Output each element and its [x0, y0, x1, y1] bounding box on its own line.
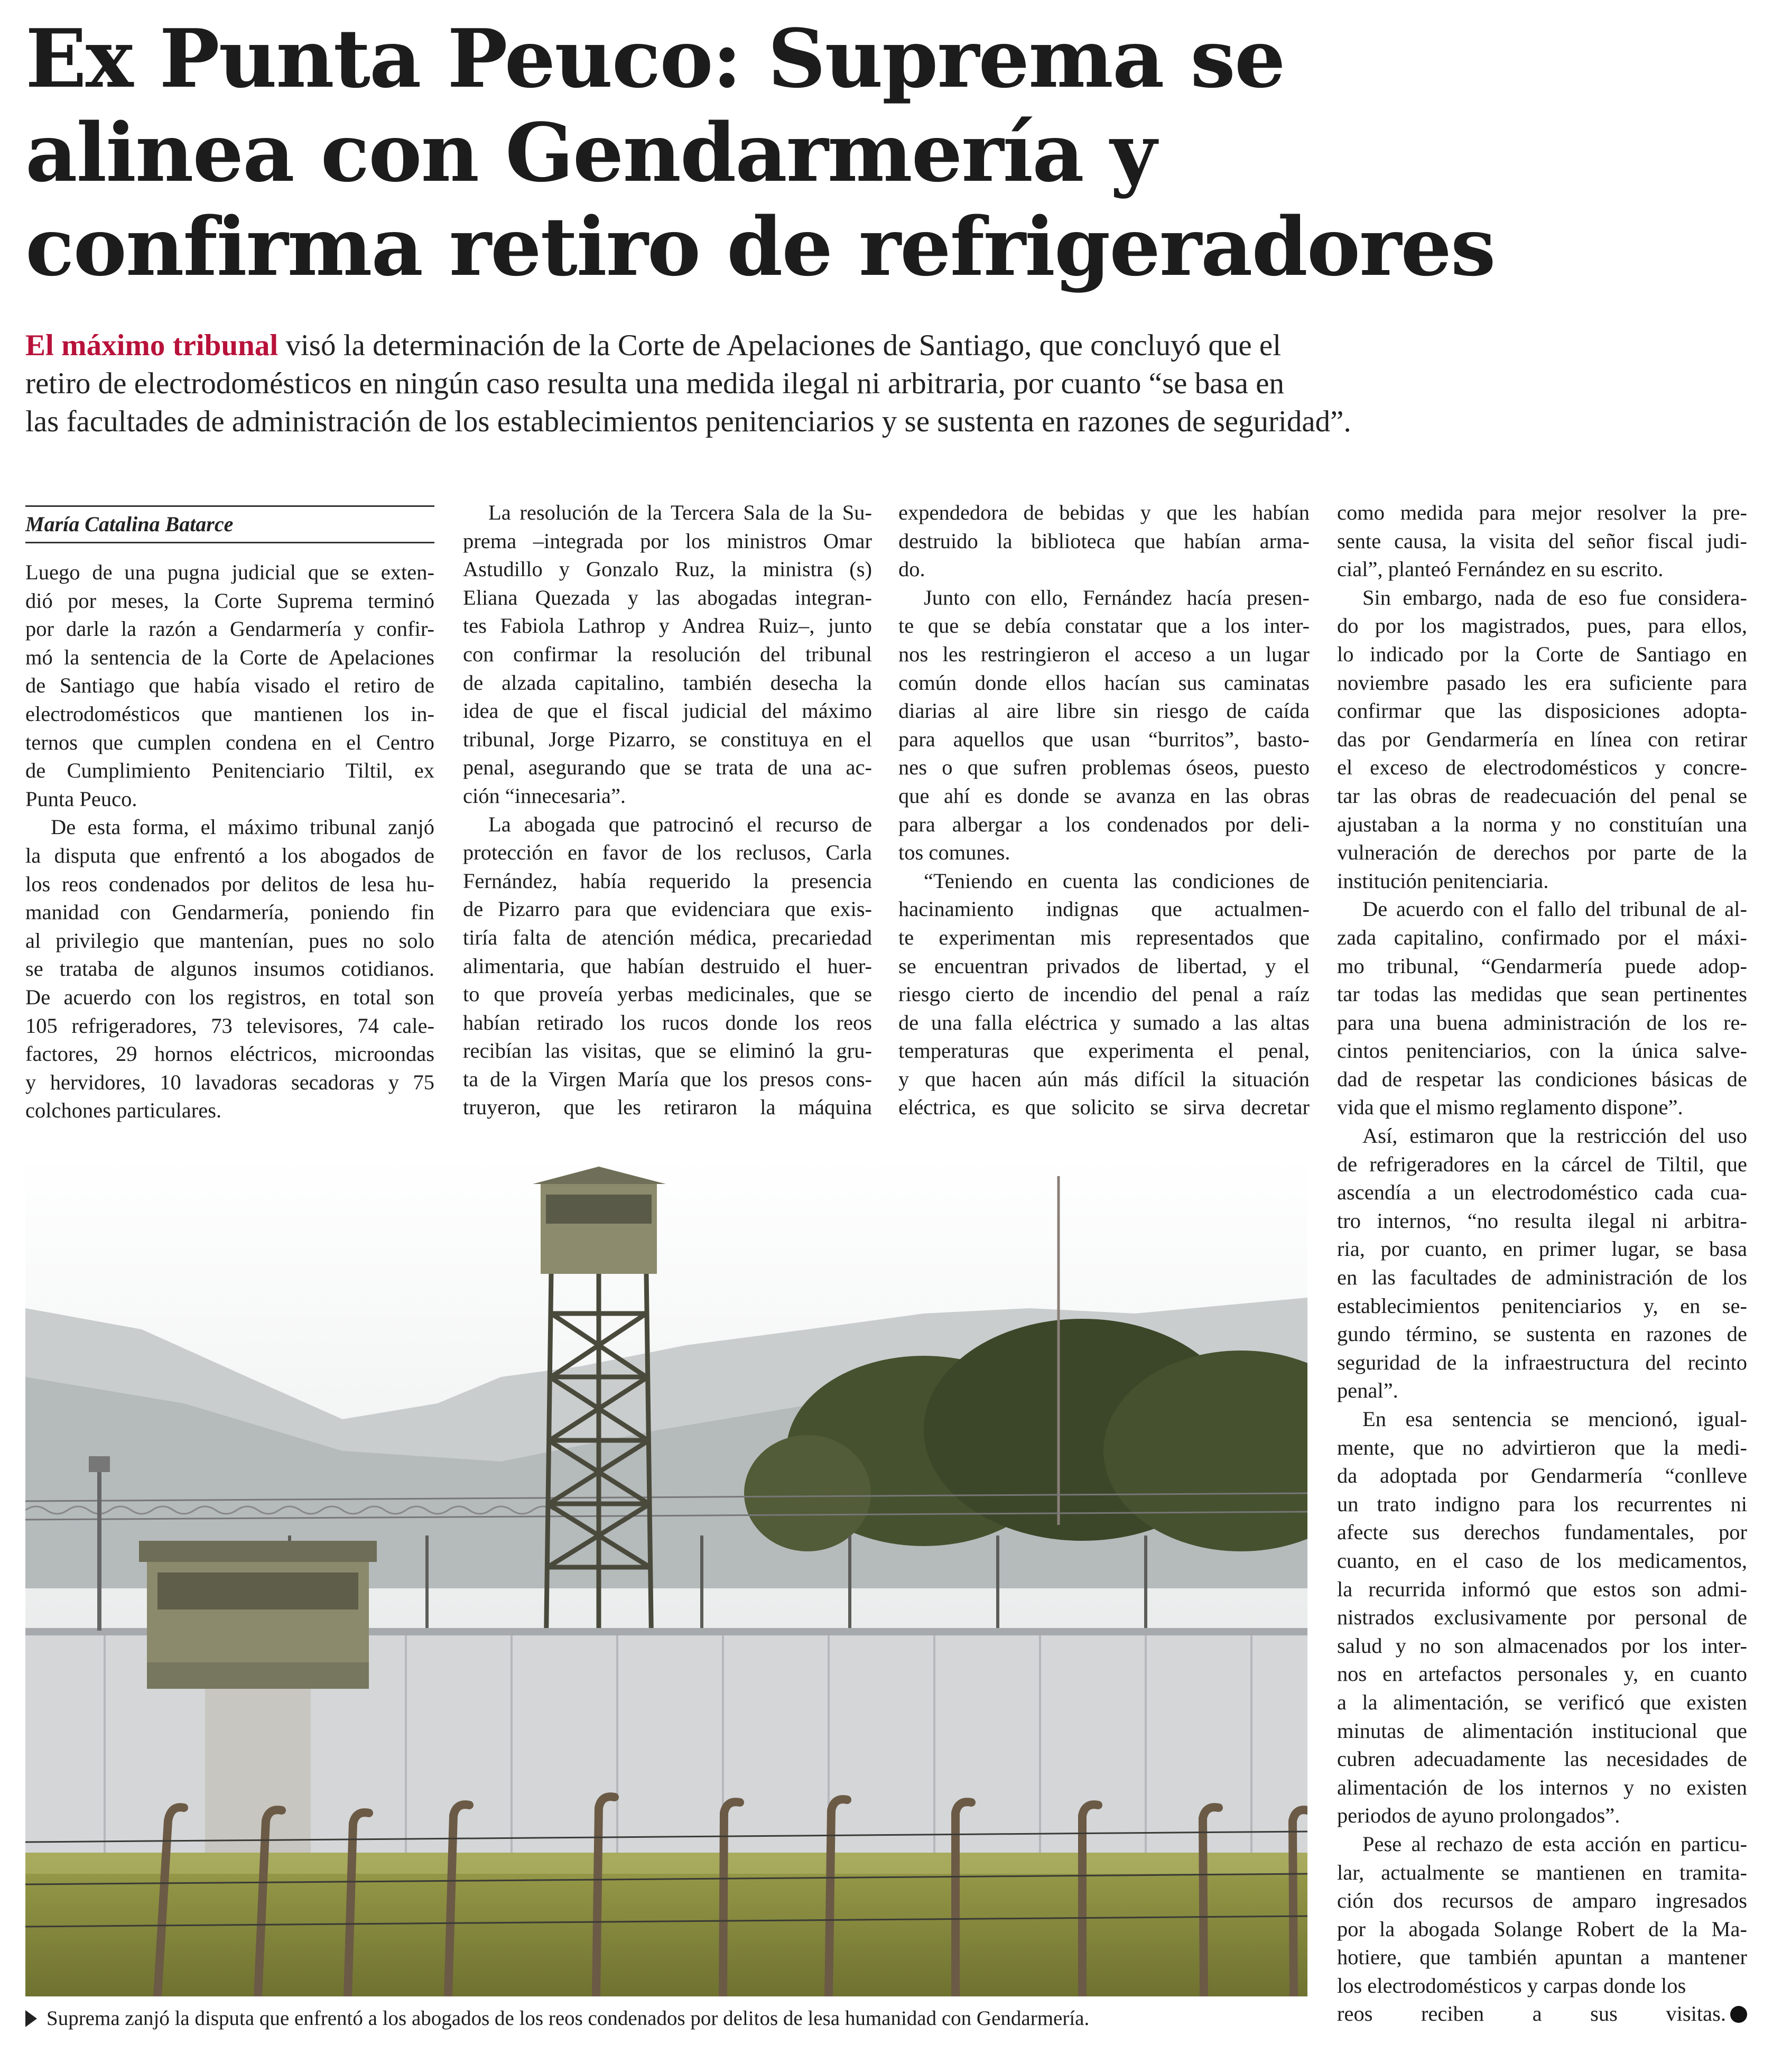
article-line: sente causa, la visita del señor fiscal judi-: [1337, 529, 1747, 553]
article-line: gundo término, se sustenta en razones de: [1337, 1322, 1747, 1346]
article-line: con confirmar la resolución del tribunal: [463, 642, 872, 666]
article-line: alimentación de los internos y no existen: [1337, 1775, 1747, 1799]
article-line: tos comunes.: [898, 840, 1010, 865]
article-line: reos reciben a sus visitas.: [1337, 2000, 1747, 2028]
article-line: tar las obras de readecuación del penal se: [1337, 783, 1747, 808]
article-line: cial”, planteó Fernández en su escrito.: [1337, 557, 1664, 581]
article-line: Eliana Quezada y las abogadas integran-: [463, 585, 872, 609]
article-line: y que hacen aún más difícil la situación: [898, 1067, 1310, 1091]
article-line: diarias al aire libre sin riesgo de caída: [898, 699, 1310, 723]
article-line: Punta Peuco.: [25, 787, 137, 811]
article-line: nistrados exclusivamente por personal de: [1337, 1605, 1747, 1630]
photo-caption: [25, 2006, 1089, 2031]
article-line: tar todas las medidas que sean pertinentes: [1337, 982, 1747, 1006]
article-line: establecimientos penitenciarios y, en se-: [1337, 1293, 1747, 1318]
article-line: nos les restringieron el acceso a un lugar: [898, 642, 1310, 666]
article-line: la disputa que enfrentó a los abogados de: [25, 843, 434, 867]
article-line: ción “innecesaria”.: [463, 783, 626, 808]
article-column-2: [463, 498, 872, 1122]
article-line: te que se debía constatar que a los inter-: [898, 614, 1310, 638]
article-line: para aquellos que usan “burritos”, basto-: [898, 727, 1310, 751]
article-line: los electrodomésticos y carpas donde los: [1337, 1973, 1686, 1997]
article-line: tribunal, Jorge Pizarro, se constituya en el: [463, 727, 872, 751]
article-line: das por Gendarmería en línea con retirar: [1337, 727, 1747, 751]
article-column-3: [898, 498, 1310, 1122]
article-line: da adoptada por Gendarmería “conlleve: [1337, 1464, 1747, 1488]
article-line: periodos de ayuno prolongados”.: [1337, 1803, 1620, 1828]
article-line: De esta forma, el máximo tribunal zanjó: [51, 815, 434, 839]
article-line: común donde ellos hacían sus caminatas: [898, 670, 1310, 695]
article-line: seguridad de la infraestructura del recinto: [1337, 1350, 1747, 1374]
article-line: hacinamiento indignas que actualmen-: [898, 897, 1310, 921]
article-line: do.: [898, 557, 925, 581]
article-line: En esa sentencia se mencionó, igual-: [1362, 1407, 1747, 1431]
article-line: ta de la Virgen María que los presos cons-: [463, 1067, 872, 1091]
article-line: para una buena administración de los re-: [1337, 1010, 1747, 1034]
prison-watchtower-icon: [25, 1155, 1307, 1996]
article-line: destruido la biblioteca que habían arma-: [898, 529, 1310, 553]
article-line: colchones particulares.: [25, 1098, 222, 1123]
byline: María Catalina Batarce: [25, 512, 234, 536]
article-line: riesgo cierto de incendio del penal a raíz: [898, 982, 1310, 1006]
article-line: eléctrica, es que solicito se sirva decretar: [898, 1095, 1310, 1120]
article-line: de Santiago que había visado el retiro de: [25, 673, 434, 698]
article-line: de Pizarro para que evidenciara que exis-: [463, 897, 872, 921]
article-line: cuanto, en el caso de los medicamentos,: [1337, 1548, 1747, 1572]
article-line: ternos que cumplen condena en el Centro: [25, 730, 434, 754]
article-line: penal”.: [1337, 1379, 1398, 1403]
article-line: como medida para mejor resolver la pre-: [1337, 501, 1747, 524]
article-line: para albergar a los condenados por deli-: [898, 812, 1310, 836]
article-column-1: [25, 558, 434, 1125]
article-line: La abogada que patrocinó el recurso de: [488, 812, 872, 836]
article-line: de una falla eléctrica y sumado a las altas: [898, 1010, 1310, 1034]
article-line: y hervidores, 10 lavadoras secadoras y 75: [25, 1070, 434, 1094]
article-line: recibían las visitas, que se eliminó la gru-: [463, 1039, 872, 1063]
article-line: salud y no son almacenados por los inter-: [1337, 1633, 1747, 1658]
article-line: dad de respetar las condiciones básicas de: [1337, 1067, 1747, 1091]
article-line: truyeron, que les retiraron la máquina: [463, 1095, 872, 1120]
article-line: mo tribunal, “Gendarmería puede adop-: [1337, 954, 1747, 978]
article-line: noviembre pasado les era suficiente para: [1337, 670, 1747, 695]
article-line: de alzada capitalino, también desecha la: [463, 670, 872, 695]
article-line: dió por meses, la Corte Suprema terminó: [25, 588, 434, 613]
article-line: manidad con Gendarmería, poniendo fin: [25, 900, 434, 924]
article-line: De acuerdo con el fallo del tribunal de al-: [1362, 897, 1747, 921]
article-line: afecte sus derechos fundamentales, por: [1337, 1520, 1747, 1544]
article-line: temperaturas que experimenta el penal,: [898, 1039, 1310, 1063]
article-line: electrodomésticos que mantienen los in-: [25, 701, 434, 726]
article-line: protección en favor de los reclusos, Carla: [463, 840, 872, 865]
article-line: Luego de una pugna judicial que se exten-: [25, 560, 434, 584]
headline-line: confirma retiro de refrigeradores: [25, 199, 1495, 294]
article-line: Así, estimaron que la restricción del uso: [1362, 1124, 1747, 1148]
article-line: a la alimentación, se verificó que existen: [1337, 1690, 1747, 1714]
article-line: se trataba de algunos insumos cotidianos.: [25, 957, 434, 981]
article-line: de Cumplimiento Penitenciario Tiltil, ex: [25, 758, 434, 783]
article-line: Sin embargo, nada de eso fue considera-: [1362, 585, 1747, 609]
article-line: por darle la razón a Gendarmería y confir-: [25, 617, 434, 641]
article-line: tro internos, “no resulta ilegal ni arbitra-: [1337, 1208, 1747, 1233]
article-line: vulneración de derechos por parte de la: [1337, 840, 1747, 865]
article-line: idea de que el fiscal judicial del máximo: [463, 699, 872, 723]
article-line: la recurrida informó que estos son admi-: [1337, 1577, 1747, 1601]
article-line: lo indicado por la Corte de Santiago en: [1337, 642, 1747, 666]
article-line: hotiere, que también apuntan a mantener: [1337, 1945, 1747, 1969]
article-line: los reos condenados por delitos de lesa hu-: [25, 872, 434, 896]
article-line: to que proveía yerbas medicinales, que se: [463, 982, 872, 1006]
article-line: un trato indigno para los recurrentes ni: [1337, 1492, 1747, 1516]
article-line: al privilegio que mantenían, pues no solo: [25, 928, 434, 952]
prison-photo: [25, 1155, 1307, 1996]
lead-line: retiro de electrodomésticos en ningún caso resulta una medida ilegal ni arbitraria, por cuanto “se basa en: [25, 367, 1285, 400]
article-line: confirmar que las disposiciones adopta-: [1337, 699, 1747, 723]
article-line: prema –integrada por los ministros Omar: [463, 529, 872, 553]
article-line: alimentaria, que habían destruido el huer-: [463, 954, 872, 978]
caption-text: Suprema zanjó la disputa que enfrentó a los abogados de los reos condenados por delitos de lesa humanidad con Gendarmería.: [47, 2007, 1090, 2030]
article-line: cubren adecuadamente las necesidades de: [1337, 1747, 1747, 1771]
article-line: minutas de alimentación institucional que: [1337, 1718, 1747, 1743]
caption-triangle-icon: [25, 2010, 37, 2027]
article-line: Pese al rechazo de esta acción en particu-: [1362, 1832, 1747, 1856]
article-line: cintos penitenciarios, con la única salve-: [1337, 1039, 1747, 1063]
lead-line: [25, 327, 1637, 365]
lead-highlight: El máximo tribunal: [25, 329, 279, 362]
article-line: te experimentan mis representados que: [898, 925, 1310, 949]
article-line: mente, que no advirtieron que la medi-: [1337, 1435, 1747, 1459]
article-line: de refrigeradores en la cárcel de Tiltil, que: [1337, 1152, 1747, 1176]
article-line: tiría falta de atención médica, precariedad: [463, 925, 872, 949]
article-line: lar, actualmente se mantienen en tramita-: [1337, 1860, 1747, 1884]
lead-paragraph: [25, 327, 1637, 441]
article-line: se encuentran privados de libertad, y el: [898, 954, 1310, 978]
article-line: 105 refrigeradores, 73 televisores, 74 cale-: [25, 1013, 434, 1038]
article-line: ascendía a un electrodoméstico cada cua-: [1337, 1180, 1747, 1205]
article-line: ria, por cuanto, en primer lugar, se basa: [1337, 1237, 1747, 1261]
article-line: Junto con ello, Fernández hacía presen-: [924, 585, 1310, 609]
headline-line: Ex Punta Peuco: Suprema se: [25, 11, 1285, 106]
article-line: Fernández, había requerido la presencia: [463, 868, 872, 893]
article-line: nes o que sufren problemas óseos, puesto: [898, 755, 1310, 780]
article-line: el exceso de electrodomésticos y concre-: [1337, 755, 1747, 780]
article-line: ajustaban a la norma y no constituían una: [1337, 812, 1747, 836]
byline-rule: [25, 505, 434, 543]
article-line: zada capitalino, confirmado por el máxi-: [1337, 925, 1747, 949]
article-line: La resolución de la Tercera Sala de la Su-: [488, 501, 872, 524]
headline: [25, 12, 1611, 294]
article-line: ción dos recursos de amparo ingresados: [1337, 1889, 1747, 1913]
article-line: factores, 29 hornos eléctricos, microondas: [25, 1042, 434, 1066]
article-line: nos en artefactos personales y, en cuanto: [1337, 1662, 1747, 1686]
article-line: tes Fabiola Lathrop y Andrea Ruiz–, junto: [463, 614, 872, 638]
article-line: De acuerdo con los registros, en total son: [25, 985, 434, 1009]
article-line: mó la sentencia de la Corte de Apelaciones: [25, 645, 434, 669]
article-line: Astudillo y Gonzalo Ruz, la ministra (s): [463, 557, 872, 581]
article-line: por la abogada Solange Robert de la Ma-: [1337, 1917, 1747, 1941]
article-line: penal, asegurando que se trata de una ac-: [463, 755, 872, 780]
article-line: que ahí es donde se avanza en las obras: [898, 783, 1310, 808]
article-line: habían retirado los rucos donde los reos: [463, 1010, 872, 1034]
headline-line: alinea con Gendarmería y: [25, 105, 1156, 200]
lead-line-rest: visó la determinación de la Corte de Apelaciones de Santiago, que concluyó que el: [278, 329, 1282, 362]
lead-line: las facultades de administración de los establecimientos penitenciarios y se sustenta en razones de seguridad”.: [25, 405, 1351, 438]
article-line: expendedora de bebidas y que les habían: [898, 501, 1310, 524]
end-of-article-icon: [1730, 2006, 1747, 2023]
article-line: do por los magistrados, pues, para ellos,: [1337, 614, 1747, 638]
article-line: “Teniendo en cuenta las condiciones de: [924, 868, 1310, 893]
article-column-4: [1337, 498, 1747, 2028]
article-line: institución penitenciaria.: [1337, 868, 1549, 893]
article-line: en las facultades de administración de los: [1337, 1265, 1747, 1290]
article-line: vida que el mismo reglamento dispone”.: [1337, 1095, 1683, 1120]
